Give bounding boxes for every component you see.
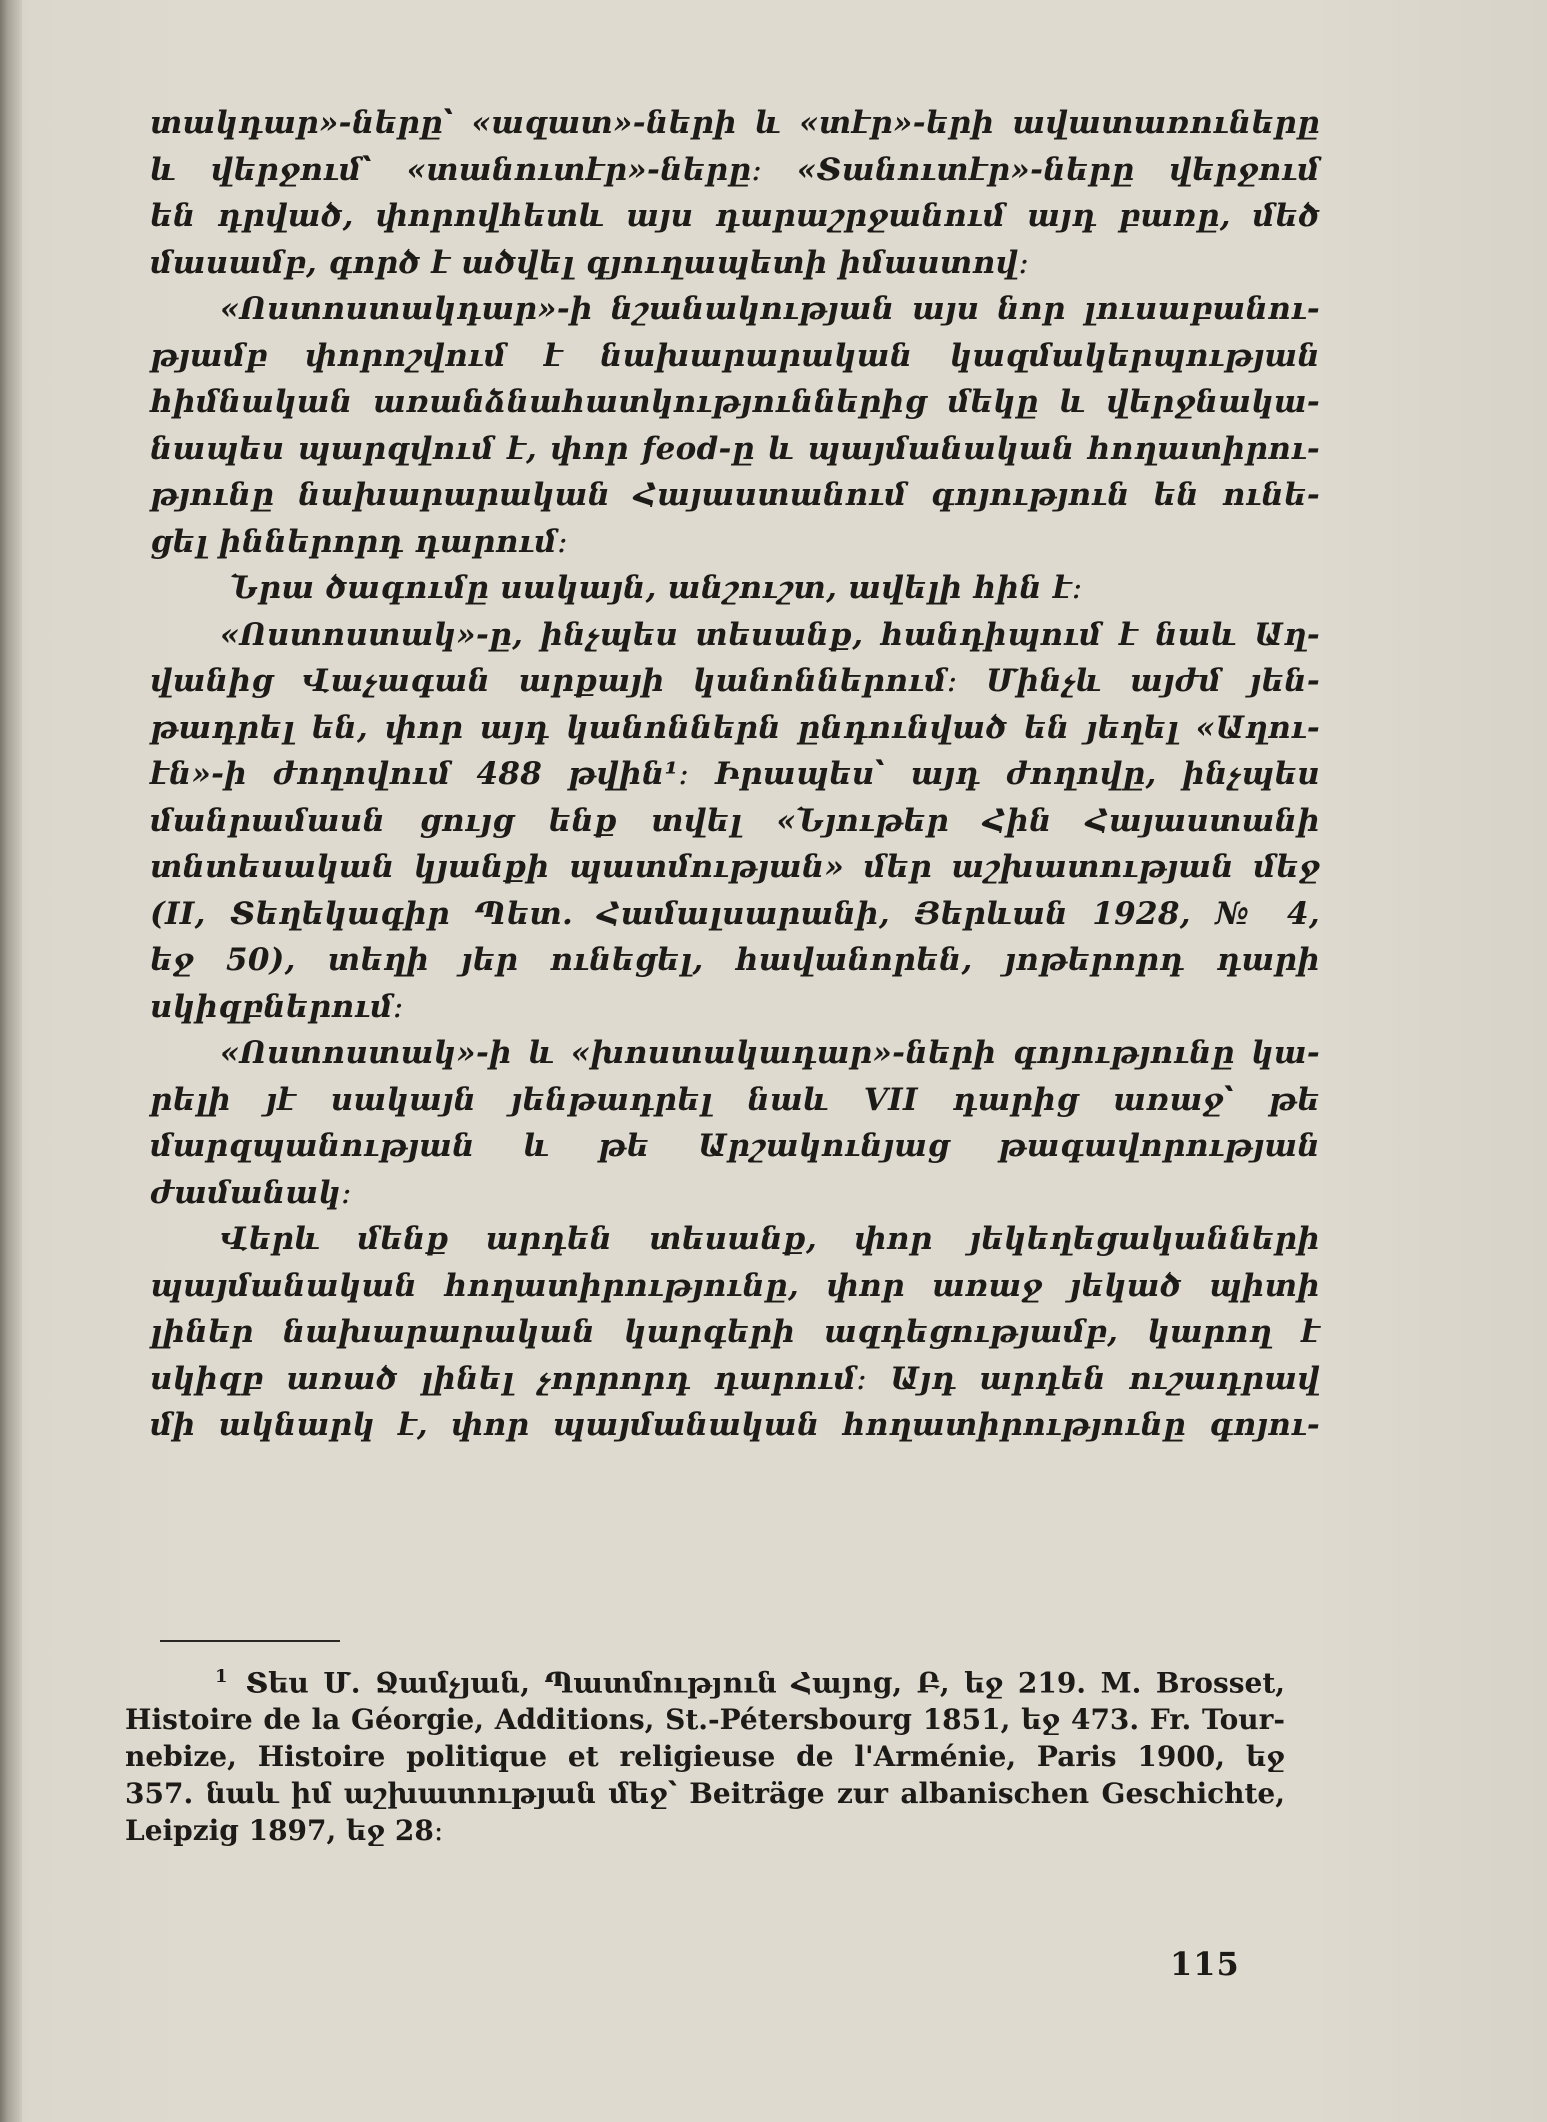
footnote-line: nebize, Histoire politique et religieuse de l'Arménie, Paris 1900, եջ bbox=[125, 1740, 1285, 1774]
text-line: «Ոստոստակդար»-ի նշանակության այս նոր լուսաբանու- bbox=[220, 291, 1320, 327]
text-line: էն»-ի ժողովում 488 թվին¹։ Իրապես՝ այդ ժողովը, ինչպես bbox=[150, 756, 1320, 792]
footnote-line-text: Տես Մ. Ջամչյան, Պատմություն Հայոց, Բ, եջ 219. M. Brosset, bbox=[245, 1666, 1285, 1700]
text-line: Վերև մենք արդեն տեսանք, փոր յեկեղեցականների bbox=[220, 1221, 1320, 1257]
text-line: «Ոստոստակ»-ը, ինչպես տեսանք, հանդիպում է նաև Աղ- bbox=[220, 616, 1320, 653]
text-line: թյամբ փորոշվում է նախարարական կազմակերպության bbox=[150, 337, 1320, 374]
text-line: հիմնական առանձնահատկություններից մեկը և վերջնակա- bbox=[150, 384, 1320, 420]
text-line: «Ոստոստակ»-ի և «խոստակադար»-ների գոյությունը կա- bbox=[220, 1035, 1320, 1071]
text-line: եջ 50), տեղի յեր ունեցել, հավանորեն, յոթերորդ դարի bbox=[150, 942, 1320, 978]
footnote-line bbox=[125, 1658, 1285, 1701]
text-line: նապես պարզվում է, փոր feod-ը և պայմանական հողատիրու- bbox=[150, 430, 1320, 467]
main-text bbox=[150, 100, 1320, 1449]
text-line: մի ակնարկ է, փոր պայմանական հողատիրությունը գոյու- bbox=[150, 1407, 1320, 1443]
book-spine-shadow bbox=[0, 0, 22, 2122]
text-line: վանից Վաչագան արքայի կանոններում։ Մինչև այժմ յեն- bbox=[150, 663, 1320, 699]
text-line: ժամանակ։ bbox=[150, 1174, 352, 1211]
footnote-line: 357. նաև իմ աշխատության մեջ՝ Beiträge zur albanischen Geschichte, bbox=[125, 1777, 1285, 1811]
text-line: սկիզբներում։ bbox=[150, 988, 404, 1025]
text-line: րելի յէ սակայն յենթադրել նաև VII դարից առաջ՝ թե bbox=[150, 1081, 1320, 1118]
footnote-line: Leipzig 1897, եջ 28։ bbox=[125, 1814, 444, 1848]
text-line: մարզպանության և թե Արշակունյաց թագավորության bbox=[150, 1128, 1320, 1164]
text-line: տակդար»-ները՝ «ազատ»-ների և «տէր»-երի ավատառուները bbox=[150, 105, 1320, 141]
page-number: 115 bbox=[1170, 1945, 1240, 1983]
text-line: մանրամասն ցույց ենք տվել «Նյութեր Հին Հայաստանի bbox=[150, 802, 1320, 839]
text-line: (II, Տեղեկագիր Պետ․ Համալսարանի, Յերևան 1928, № 4, bbox=[150, 895, 1320, 932]
text-line: թադրել են, փոր այդ կանոններն ընդունված են յեղել «Աղու- bbox=[150, 709, 1320, 746]
footnote bbox=[125, 1658, 1285, 1849]
text-line: տնտեսական կյանքի պատմության» մեր աշխատության մեջ bbox=[150, 849, 1320, 885]
text-line: ցել իններորդ դարում։ bbox=[150, 523, 568, 560]
footnote-line: Histoire de la Géorgie, Additions, St.-Pétersbourg 1851, եջ 473. Fr. Tour- bbox=[125, 1703, 1285, 1737]
footnote-marker: 1 bbox=[215, 1666, 228, 1687]
text-line: և վերջում՝ «տանուտէր»-ները։ «Տանուտէր»-ները վերջում bbox=[150, 151, 1320, 188]
text-line: մասամբ, գործ է ածվել գյուղապետի իմաստով։ bbox=[150, 244, 1030, 281]
text-line: պայմանական հողատիրությունը, փոր առաջ յեկած պիտի bbox=[150, 1267, 1320, 1304]
text-line: Նրա ծագումը սակայն, անշուշտ, ավելի հին է։ bbox=[230, 570, 1083, 606]
text-line: լիներ նախարարական կարգերի ազդեցությամբ, կարող է bbox=[150, 1314, 1320, 1350]
text-line: սկիզբ առած լինել չորրորդ դարում։ Այդ արդեն ուշադրավ bbox=[150, 1360, 1320, 1397]
text-line: թյունը նախարարական Հայաստանում գոյություն են ունե- bbox=[150, 477, 1320, 513]
text-line: են դրված, փորովհետև այս դարաշրջանում այդ բառը, մեծ bbox=[150, 198, 1320, 234]
footnote-divider bbox=[160, 1640, 340, 1642]
